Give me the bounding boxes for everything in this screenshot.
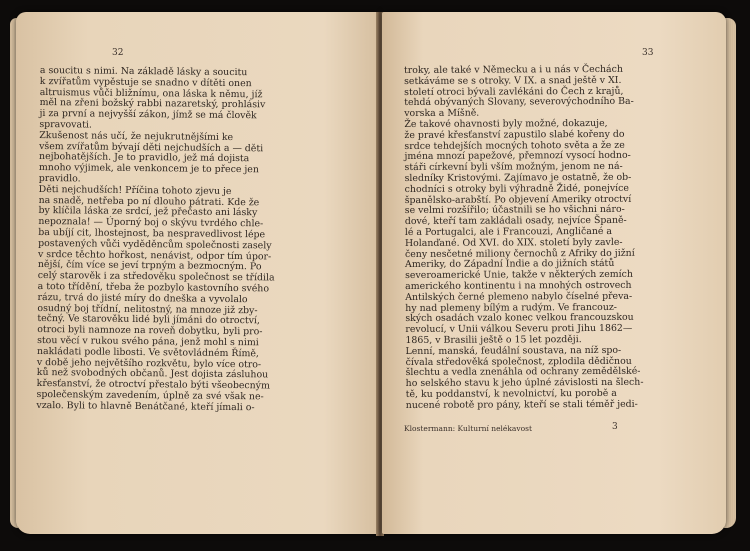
text-line: pravidlo. xyxy=(38,172,81,185)
text-line: celý starověk i za středověku společnost se třídila xyxy=(37,270,275,284)
text-line: v době jeho největšího rozkvětu, bylo více otro- xyxy=(36,356,262,370)
text-line: nepoznala! — Úporný boj o skývu tvrdého chle- xyxy=(38,216,264,230)
page-footer xyxy=(404,424,704,433)
text-line: a toto třídění, třeba že pozbylo kastovního svého xyxy=(37,280,270,295)
text-line: španělsko-arabští. Po objevení Ameriky otroctví xyxy=(404,193,632,206)
text-line: srdce tehdejších mocných tohoto světa a že ze xyxy=(404,139,625,152)
text-line: stou věcí v rukou svého pána, jenž mohl s nimi xyxy=(37,334,259,349)
page-number-left: 32 xyxy=(112,48,124,58)
text-line: všem zvířatům bývají děti nejchudších a — děti xyxy=(39,140,264,154)
text-line: by klíčila láska ze srdcí, jež přečasto ani lásky xyxy=(38,205,258,219)
footer-text: Klostermann: Kulturní nelékavost xyxy=(404,424,533,433)
text-line: osudný boj třídní, nelitostný, na mnoze již zby- xyxy=(37,302,258,316)
text-line: hy nad plemeny bílým a rudým. Ve francouz- xyxy=(405,301,617,314)
text-line: setkáváme se s otroky. V IX. a snad ještě v XI. xyxy=(404,74,622,87)
text-line: nakládati podle libosti. Ve světovládném Římě, xyxy=(36,345,259,360)
text-line: čeny nesčetné miliony černochů z Afriky do jižní xyxy=(404,247,635,260)
text-line: Děti nejchudších! Příčina tohoto zjevu je xyxy=(38,183,232,197)
text-line: Antilských černé plemeno nabylo číselné převa- xyxy=(405,290,633,303)
text-line: vorska a Míšně. xyxy=(404,107,480,120)
text-line: Ameriky, do Západní Indie a do jižních států xyxy=(405,258,615,271)
text-line: tě, ku poddanství, k nevolnictví, ku porobě a xyxy=(405,387,617,400)
text-line: rázu, trvá do jisté míry do dneška a vyvolalo xyxy=(37,291,248,305)
text-line: lé a Portugalci, ale i Francouzi, Angličané a xyxy=(404,225,612,238)
text-line: že pravé křesťanství zapustilo slabé kořeny do xyxy=(404,128,625,141)
left-page xyxy=(16,12,378,534)
text-line: stáři církevní byli vším možným, jenom ne ná- xyxy=(404,161,623,174)
text-line: severoamerické Unie, takže v některých zemích xyxy=(405,268,633,282)
text-line: Lenní, manská, feudální soustava, na níž spo- xyxy=(405,344,622,357)
text-line: nější, čím více se jeví trpným a bezmocným. Po xyxy=(37,259,262,273)
text-line: troky, ale také v Německu a i u nás v Čechách xyxy=(403,63,623,76)
text-line: postavených vůči vyděděncům společnosti zasely xyxy=(38,237,272,252)
text-line: spravovati. xyxy=(39,118,92,131)
text-line: otroci byli namnoze na roveň dobytku, byli pro- xyxy=(37,324,263,338)
text-line: ji za první a nejvyšší zákon, jímž se má člověk xyxy=(39,108,257,122)
text-line: šlechtu a vedla znenáhla od ochrany zemědělské- xyxy=(405,366,641,379)
text-line: nejbohatějších. Je to pravidlo, jež má dojista xyxy=(38,151,250,165)
text-line: mnoho výjimek, ale venkoncem je to přece jen xyxy=(38,162,259,176)
text-line: tečný. Ve starověku lidé byli jímáni do otroctví, xyxy=(37,313,260,327)
text-line: a soucitu s nimi. Na základě lásky a soucitu xyxy=(39,65,248,79)
text-line: dové, kteří tam zakládali osady, nejvíce Španě- xyxy=(404,214,627,228)
text-line: století otroci bývali zavlékáni do Čech z krajů, xyxy=(404,85,624,98)
text-line: altruismus vůči bližnímu, ona láska k němu, jíž xyxy=(39,86,263,100)
text-line: nucené robotě pro pány, kteří se stali téměř jedi- xyxy=(405,398,638,411)
text-line: v srdce těchto hořkost, nenávist, odpor tím úpor- xyxy=(37,248,272,262)
text-line: na snadě, netřeba po ní dlouho pátrati. Kde že xyxy=(38,194,260,208)
text-line: chodníci s otroky byli výhradně Židé, ponejvíce xyxy=(404,182,629,195)
text-line: ba ubíjí cit, lhostejnost, ba nespravedlivost lépe xyxy=(38,226,266,241)
text-line: ků než svobodných občanů. Jest dojista zásluhou xyxy=(36,367,269,381)
text-line: sledníky Kristovými. Zajímavo je ostatně, že ob- xyxy=(404,171,632,184)
text-line: se velmi rozšířilo; účastnili se ho všichni náro- xyxy=(404,204,625,217)
text-line: Holanďané. Od XVI. do XIX. století byly zavle- xyxy=(404,236,623,249)
open-book xyxy=(10,12,738,542)
text-line: k zvířatům vypěstuje se snadno v dítěti onen xyxy=(39,75,252,90)
text-line: ských osadách vzalo konec velkou francouzskou xyxy=(405,312,634,325)
text-line: Že takové ohavnosti byly možné, dokazuje, xyxy=(404,117,608,130)
signature-mark: 3 xyxy=(612,422,618,432)
text-line: Zkušenost nás učí, že nejukrutnějšími ke xyxy=(39,129,234,143)
text-line: tehdá obývaných Slovany, severovýchodního Ba- xyxy=(404,96,634,109)
text-line: revolucí, v Unii válkou Severu proti Jihu 1862— xyxy=(405,322,633,336)
text-line: jména mnozí papežové, přemnozí vysocí hodno- xyxy=(404,150,631,163)
text-line: společenským zavedením, úplně za své však ne- xyxy=(36,388,264,403)
left-page-text xyxy=(36,66,370,415)
right-page-text xyxy=(404,64,716,411)
text-line: amerického kontinentu i na mnohých ostrovech xyxy=(405,279,632,292)
text-line: ho selského stavu k jeho úplné závislosti na šlech- xyxy=(405,376,644,390)
text-line: čívala středověká společnost, zplodila dědičnou xyxy=(405,355,632,368)
text-line: měl na zřeni božský rabbi nazaretský, prohlásiv xyxy=(39,97,266,111)
page-number-right: 33 xyxy=(642,48,654,58)
text-line: vzalo. Byli to hlavně Benátčané, kteří jímali o- xyxy=(36,399,255,413)
right-page xyxy=(382,12,726,534)
text-line: křesťanství, že otroctví přestalo býti všeobecným xyxy=(36,378,270,392)
text-line: 1865, v Brasilii ještě o 15 let později. xyxy=(405,333,582,346)
